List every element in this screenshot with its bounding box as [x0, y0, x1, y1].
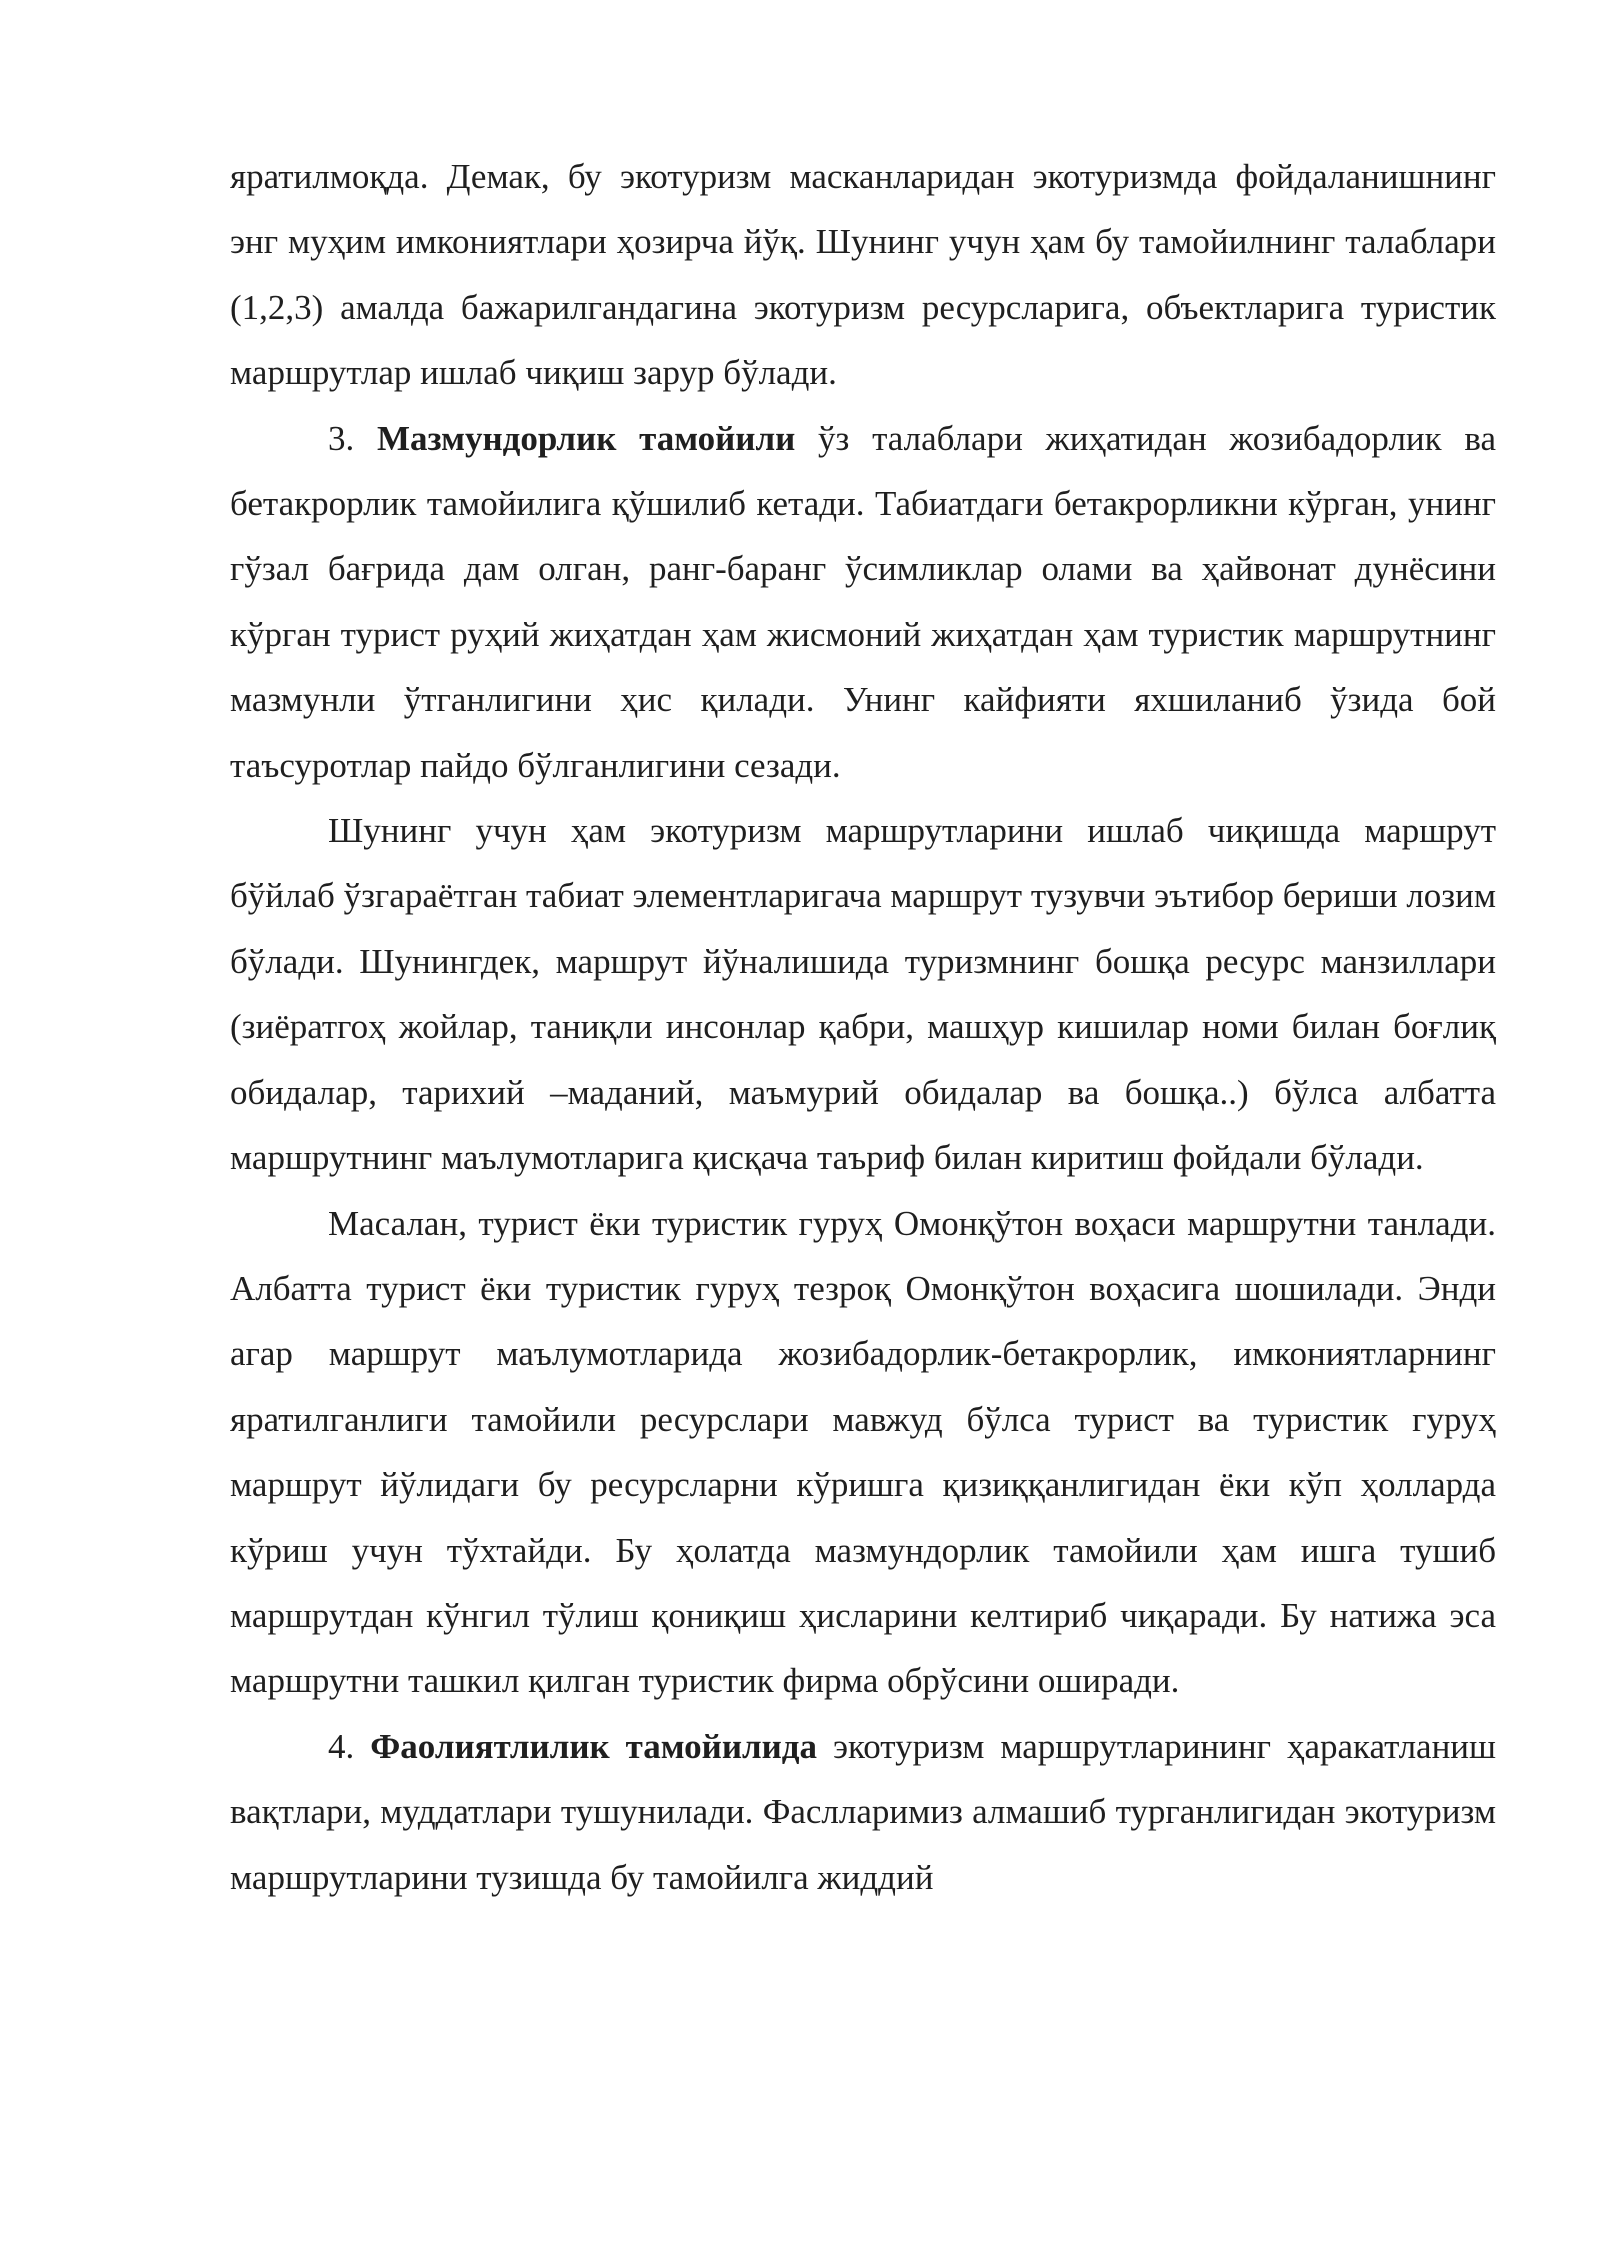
paragraph-principle-4 [230, 1714, 1496, 1910]
paragraph-routes [230, 798, 1496, 1190]
paragraph-continuation [230, 144, 1496, 406]
body-text [230, 144, 1496, 1910]
principle-title: Фаолиятлилик тамойилида [370, 1726, 818, 1766]
paragraph-text: Масалан, турист ёки туристик гуруҳ Омонқўтон воҳаси маршрутни танлади. Албатта турист ёки туристик гуруҳ тезроқ Омонқўтон воҳасига шошилади. Энди агар маршрут маълумотларида жозибадорлик-бетакрорлик, имкониятларнинг яратилганлиги тамойили ресурслари мавжуд бўлса турист ва туристик гуруҳ маршрут йўлидаги бу ресурсларни кўришга қизиққанлигидан ёки кўп ҳолларда кўриш учун тўхтайди. Бу ҳолатда мазмундорлик тамойили ҳам ишга тушиб маршрутдан кўнгил тўлиш қониқиш ҳисларини келтириб чиқаради. Бу натижа эса маршрутни ташкил қилган туристик фирма обрўсини оширади. [230, 1203, 1496, 1701]
paragraph-text: яратилмоқда. Демак, бу экотуризм масканларидан экотуризмда фойдаланишнинг энг муҳим имкониятлари ҳозирча йўқ. Шунинг учун ҳам бу тамойилнинг талаблари (1,2,3) амалда бажарилгандагина экотуризм ресурсларига, объектларига туристик маршрутлар ишлаб чиқиш зарур бўлади. [230, 157, 1496, 393]
paragraph-text: Шунинг учун ҳам экотуризм маршрутларини ишлаб чиқишда маршрут бўйлаб ўзгараётган табиат элементларигача маршрут тузувчи эътибор бериши лозим бўлади. Шунингдек, маршрут йўналишида туризмнинг бошқа ресурс манзиллари (зиёратгоҳ жойлар, таниқли инсонлар қабри, машҳур кишилар номи билан боғлиқ обидалар, тарихий –маданий, маъмурий обидалар ва бошқа..) бўлса албатта маршрутнинг маълумотларига қисқача таъриф билан киритиш фойдали бўлади. [230, 811, 1496, 1178]
paragraph-text: экотуризм маршрутларининг ҳаракатланиш вақтлари, муддатлари тушунилади. Фаслларимиз алмашиб турганлигидан экотуризм маршрутларини тузишда бу тамойилга жиддий [230, 1726, 1496, 1897]
paragraph-text: ўз талаблари жиҳатидан жозибадорлик ва бетакрорлик тамойилига қўшилиб кетади. Табиатдаги бетакрорликни кўрган, унинг гўзал бағрида дам олган, ранг-баранг ўсимликлар олами ва ҳайвонат дунёсини кўрган турист руҳий жиҳатдан ҳам жисмоний жиҳатдан ҳам туристик маршрутнинг мазмунли ўтганлигини ҳис қилади. Унинг кайфияти яхшиланиб ўзида бой таъсуротлар пайдо бўлганлигини сезади. [230, 418, 1497, 785]
principle-number: 3. [328, 418, 355, 458]
paragraph-principle-3 [230, 406, 1496, 798]
principle-title: Мазмундорлик тамойили [377, 418, 796, 458]
paragraph-example [230, 1191, 1496, 1714]
principle-number: 4. [328, 1726, 355, 1766]
